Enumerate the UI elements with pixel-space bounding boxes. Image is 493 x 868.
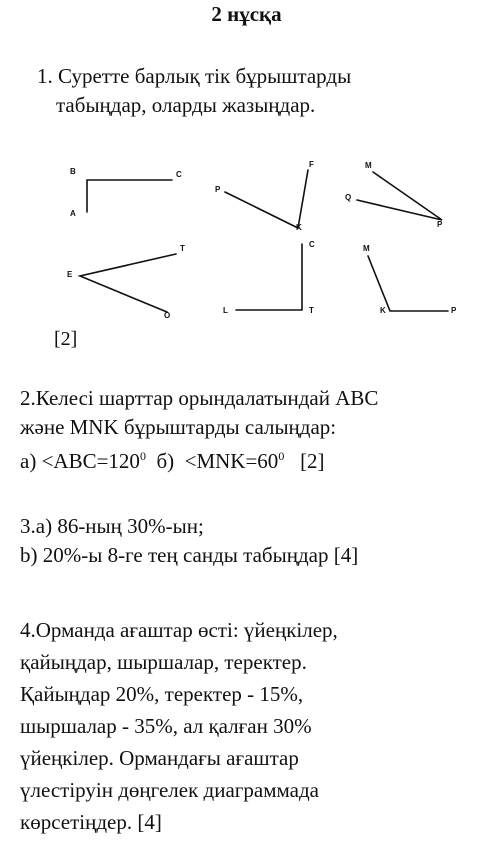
angle-pkf-lines <box>225 170 308 228</box>
label-q: Q <box>345 193 352 202</box>
question-3-line-2: b) 20%-ы 8-ге тең санды табыңдар [4] <box>20 543 359 567</box>
label-c: C <box>176 170 182 179</box>
question-2-mark: [2] <box>284 449 325 473</box>
angle-ctl-lines <box>236 244 302 310</box>
question-4-text <box>20 614 338 838</box>
label-p: P <box>215 185 221 194</box>
degree-mark-a: 0 <box>139 449 146 463</box>
angle-mkp-lines <box>368 256 448 311</box>
label-t-2: T <box>309 306 314 315</box>
question-1-line-2: табыңдар, оларды жазыңдар. <box>56 93 316 117</box>
question-4-line-2: қайыңдар, шыршалар, теректер. <box>20 650 307 674</box>
question-2-part-a: а) <ABC=120 <box>20 449 140 473</box>
question-4-line-4: шыршалар - 35%, ал қалған 30% <box>20 714 312 738</box>
question-4-line-7: көрсетіңдер. [4] <box>20 810 162 834</box>
question-4-line-5: үйеңкілер. Ормандағы ағаштар <box>20 746 299 770</box>
label-t: T <box>180 244 185 253</box>
question-2-line-2: және MNK бұрыштарды салыңдар: <box>20 415 337 439</box>
question-3-text <box>20 512 358 570</box>
question-4-line-3: Қайыңдар 20%, теректер - 15%, <box>20 682 304 706</box>
question-1-mark: [2] <box>54 328 78 350</box>
question-4-line-6: үлестіруін дөңгелек диаграммада <box>20 778 319 802</box>
question-2-part-b: б) <MNK=60 <box>145 449 279 473</box>
question-1-line-1: 1. Суретте барлық тік бұрыштарды <box>37 64 352 88</box>
question-2-text <box>20 384 378 476</box>
label-o: O <box>164 311 171 320</box>
label-p-2: P <box>437 220 443 229</box>
angle-teo-lines <box>80 254 176 312</box>
degree-mark-b: 0 <box>278 449 285 463</box>
label-b: B <box>70 167 76 176</box>
question-3-line-1: 3.а) 86-ның 30%-ын; <box>20 514 204 538</box>
label-l: L <box>223 306 228 315</box>
angle-mpq-lines <box>357 172 442 220</box>
question-2-line-1: 2.Келесі шарттар орындалатындай ABC <box>20 386 379 410</box>
label-f: F <box>309 160 314 169</box>
label-e: E <box>67 270 73 279</box>
label-p-3: P <box>451 306 457 315</box>
angle-bca-lines <box>87 180 172 212</box>
variant-title: 2 нұсқа <box>211 2 282 26</box>
question-1-text <box>37 62 351 120</box>
question-4-line-1: 4.Орманда ағаштар өсті: үйеңкілер, <box>20 618 338 642</box>
angle-figures <box>0 150 493 325</box>
label-k: K <box>296 223 302 232</box>
label-c-2: C <box>309 240 315 249</box>
question-2-line-3 <box>20 442 378 476</box>
label-a: A <box>70 209 76 218</box>
label-m: M <box>365 161 372 170</box>
label-m-2: M <box>363 244 370 253</box>
label-k-2: K <box>380 306 386 315</box>
